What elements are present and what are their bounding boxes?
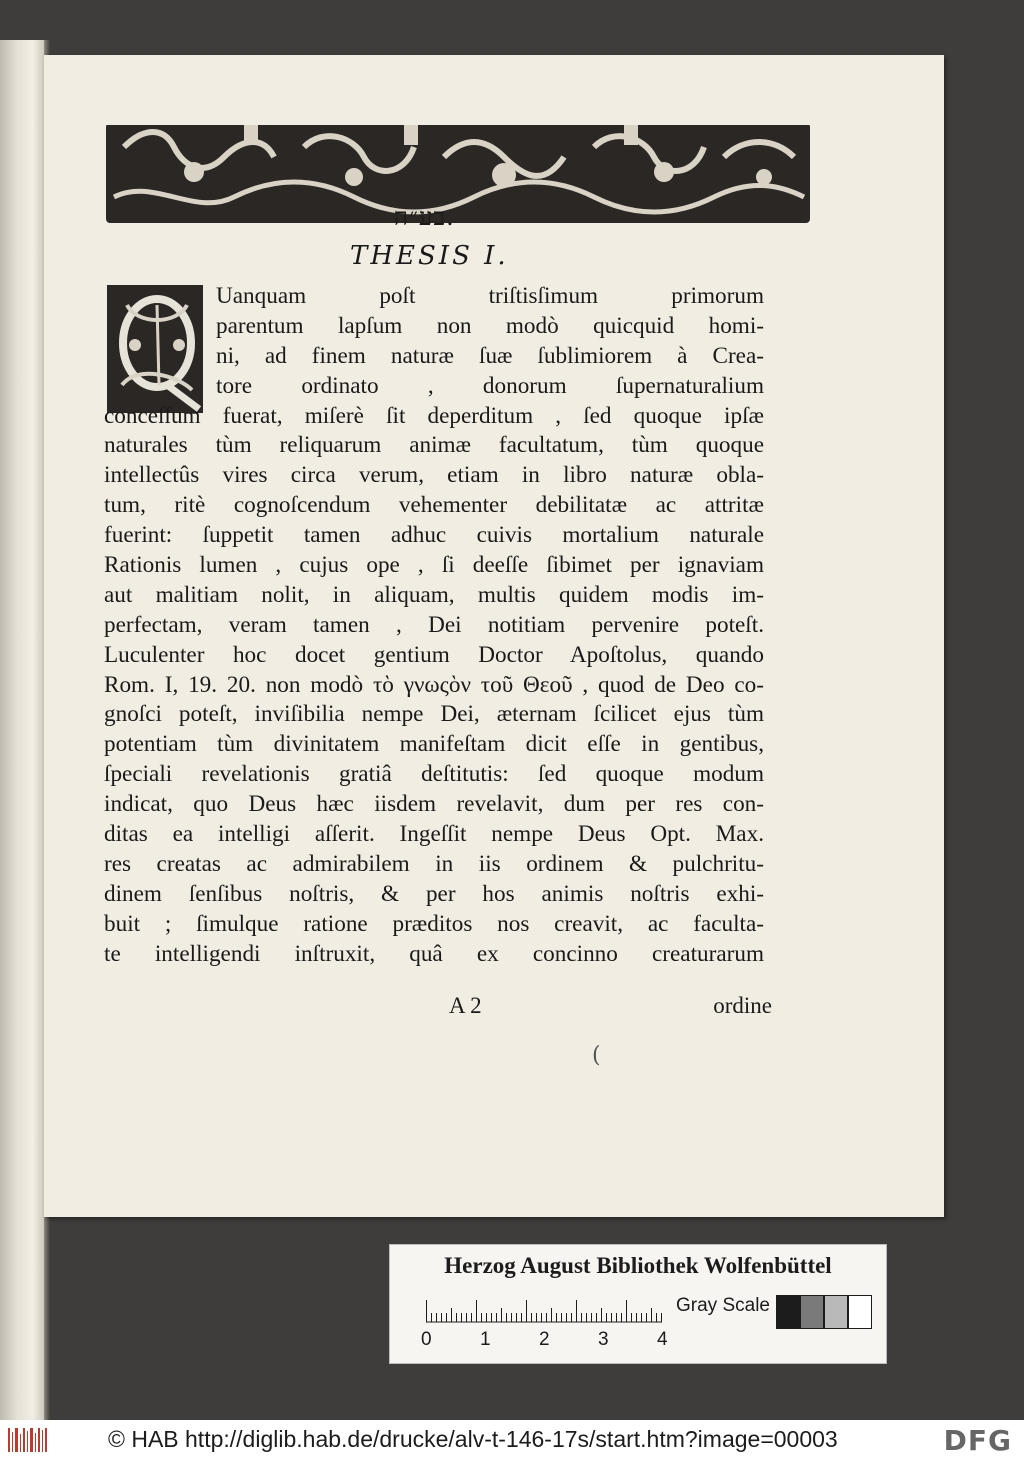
text-line: dinem ſenſibus noſtris, & per hos animis noſtris exhi-: [104, 880, 764, 907]
ruler-number: 2: [539, 1329, 550, 1350]
ruler-number: 0: [421, 1329, 432, 1350]
text-line: te intelligendi inſtruxit, quâ ex concinno creaturarum: [104, 940, 764, 967]
text-line: ſpeciali revelationis gratiâ deſtitutis: ſed quoque modum: [104, 761, 764, 788]
text-line: Luculenter hoc docet gentium Doctor Apoſtolus, quando: [104, 641, 764, 668]
text-line: conceſſum fuerat, miſerè ſit deperditum , ſed quoque ipſæ: [104, 402, 764, 429]
gray-swatch: [848, 1295, 872, 1329]
copyright-url[interactable]: © HAB http://diglib.hab.de/drucke/alv-t-146-17s/start.htm?image=00003: [108, 1426, 838, 1452]
catchword: ordine: [713, 993, 772, 1018]
text-line: perfectam, veram tamen , Dei notitiam pervenire poteſt.: [104, 611, 764, 638]
text-line: gnoſci poteſt, inviſibilia nempe Dei, æternam ſcilicet ejus tùm: [104, 701, 764, 728]
text-line: tum, ritè cognoſcendum vehementer debilitatæ ac attritæ: [104, 492, 764, 519]
ornament-headpiece: [104, 117, 812, 229]
text-line: ditas ea intelligi aſſerit. Ingeſſit nempe Deus Opt. Max.: [104, 821, 764, 848]
text-line: indicat, quo Deus hæc iisdem revelavit, dum per res con-: [104, 791, 764, 818]
text-line: buit ; ſimulque ratione præditos nos creavit, ac faculta-: [104, 910, 764, 937]
facing-page-edge: [0, 40, 44, 1420]
text-line: res creatas ac admirabilem in iis ordinem & pulchritu-: [104, 850, 764, 877]
book-page: [44, 55, 944, 1217]
gray-scale-label: Gray Scale: [676, 1295, 770, 1316]
ruler-number: 4: [657, 1329, 668, 1350]
text-line: Rom. I, 19. 20. non modò τὸ γνωςὸν τοῦ Θεοῦ , quod de Deo co-: [104, 671, 764, 698]
ruler-number: 3: [598, 1329, 609, 1350]
gray-swatch: [824, 1295, 848, 1329]
text-line: ni, ad finem naturæ ſuæ ſublimiorem à Crea-: [216, 342, 764, 369]
library-name: Herzog August Bibliothek Wolfenbüttel: [444, 1253, 832, 1278]
signature-mark: A 2: [449, 993, 482, 1018]
gray-swatch: [776, 1295, 800, 1329]
text-line: aut malitiam nolit, in aliquam, multis quidem modis im-: [104, 581, 764, 608]
ruler-number: 1: [480, 1329, 491, 1350]
text-line: naturales tùm reliquarum animæ facultatum, tùm quoque: [104, 432, 764, 459]
hebrew-heading: בע״ה.: [394, 203, 455, 231]
ruler-numbers: [390, 1329, 886, 1353]
viewer-footer: [0, 1420, 1024, 1460]
text-line: tore ordinato , donorum ſupernaturalium: [216, 372, 764, 399]
body-text: [104, 282, 764, 969]
stray-mark: (: [592, 1043, 601, 1068]
text-line: Uanquam poſt triſtisſimum primorum: [216, 283, 764, 309]
text-line: parentum lapſum non modò quicquid homi-: [216, 312, 764, 339]
thesis-title: THESIS I.: [350, 241, 509, 271]
dfg-logo: DFG: [943, 1424, 1012, 1457]
text-line: intellectûs vires circa verum, etiam in libro naturæ obla-: [104, 462, 764, 489]
text-line: Rationis lumen , cujus ope , ſi deeſſe ſibimet per ignaviam: [104, 552, 764, 579]
color-calibration-bar: [389, 1244, 887, 1364]
text-line: fuerint: ſuppetit tamen adhuc cuivis mortalium naturale: [104, 522, 764, 549]
text-line: potentiam tùm divinitatem manifeſtam dicit eſſe in gentibus,: [104, 731, 764, 758]
gray-swatch: [800, 1295, 824, 1329]
barcode-icon: [8, 1426, 48, 1454]
ruler-scale: [426, 1293, 666, 1323]
